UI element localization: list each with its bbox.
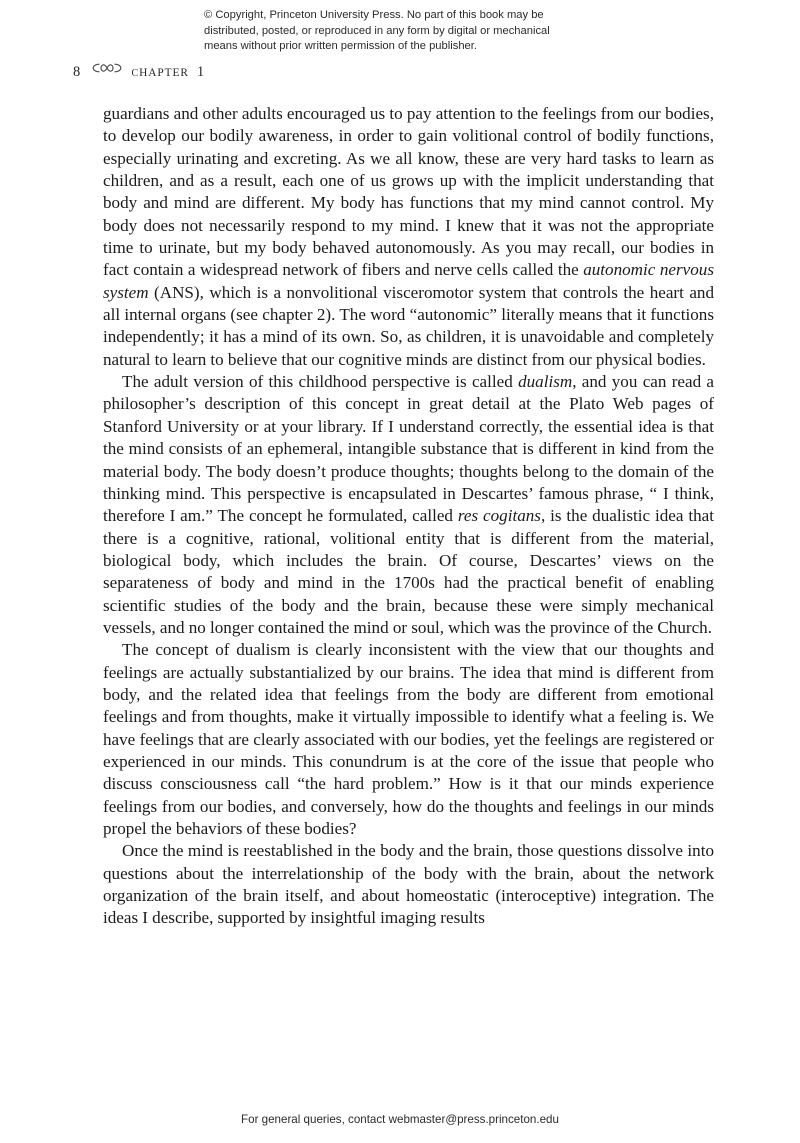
italic-term: dualism [518,372,573,392]
page-footer [0,1113,800,1126]
body-paragraph [103,840,714,929]
running-head [73,62,205,81]
body-text-run: Once the mind is reestablished in the body and the brain, those questions dissolve into questions about the interrelationship of the body with the brain, about the network organization of the brain itself, and about homeostatic (interoceptive) integration. The ideas I describe, supported by insightful imaging results [103,841,714,928]
fleuron-ornament-icon [92,61,122,75]
copyright-notice [204,8,600,55]
body-text-run: (ANS), which is a nonvolitional visceromotor system that controls the heart and all internal organs (see chapter 2). The word “autonomic” literally means that it functions independently; it has a mind of its own. So, as children, it is unavoidable and completely natural to learn to believe that our cognitive minds are distinct from our physical bodies. [103,282,714,369]
body-paragraph [103,639,714,840]
copyright-line: means without prior written permission of the publisher. [204,40,477,53]
italic-term: res cogitans [457,506,541,526]
copyright-line: © Copyright, Princeton University Press. No part of this book may be [204,9,544,21]
body-text-run: The adult version of this childhood perspective is called [122,372,519,392]
chapter-label-rest: HAPTER [139,67,189,79]
body-paragraph [103,371,714,639]
body-text-run: , is the dualistic idea that there is a cognitive, rational, volitional entity that is different from the material, biological body, which includes the brain. Of course, Descartes’ views on the separateness of body and mind in the 1700s had the practical benefit of enabling scientific studies of the body and the brain, because these were simply mechanical vessels, and no longer contained the mind or soul, which was the province of the Church. [103,506,714,637]
body-text-run: The concept of dualism is clearly inconsistent with the view that our thoughts and feelings are actually substantialized by our brains. The idea that mind is different from body, and the related idea that feelings from the body are different from emotional feelings and from thoughts, make it virtually impossible to identify what a feeling is. We have feelings that are clearly associated with our bodies, yet the feelings are registered or experienced in our minds. This conundrum is at the core of the issue that people who discuss consciousness call “the hard problem.” How is it that our minds experience feelings from our bodies, and conversely, how do the thoughts and feelings in our minds propel the behaviors of these bodies? [103,640,714,838]
footer-contact-text: For general queries, contact webmaster@press.princeton.edu [241,1113,559,1126]
body-paragraph [103,103,714,371]
chapter-number: 1 [196,64,206,80]
chapter-label-initial: c [131,64,140,80]
chapter-label [131,64,205,81]
body-text-run: , and you can read a philosopher’s description of this concept in great detail at the Plato Web pages of Stanford University or at your library. If I understand correctly, the essential idea is that the mind consists of an ephemeral, intangible substance that is different in kind from the material body. The body doesn’t produce thoughts; thoughts belong to the domain of the thinking mind. This perspective is encapsulated in Descartes’ famous phrase, “ I think, therefore I am.” The concept he formulated, called [103,372,715,526]
italic-term: autonomic nervous system [103,260,714,302]
body-text-run: guardians and other adults encouraged us to pay attention to the feelings from our bodies, to develop our bodily awareness, in order to gain volitional control of bodily functions, especially urinating and excreting. As we all know, these are very hard tasks to learn as children, and as a result, each one of us grows up with the implicit understanding that body and mind are different. My body has functions that my mind cannot control. My body does not necessarily respond to my mind. I knew that it was not the appropriate time to urinate, but my body behaved autonomously. As you may recall, our bodies in fact contain a widespread network of fibers and nerve cells called the [103,104,714,280]
body-text-column [103,103,714,930]
copyright-line: distributed, posted, or reproduced in any form by digital or mechanical [204,24,550,37]
page-number: 8 [73,64,81,80]
